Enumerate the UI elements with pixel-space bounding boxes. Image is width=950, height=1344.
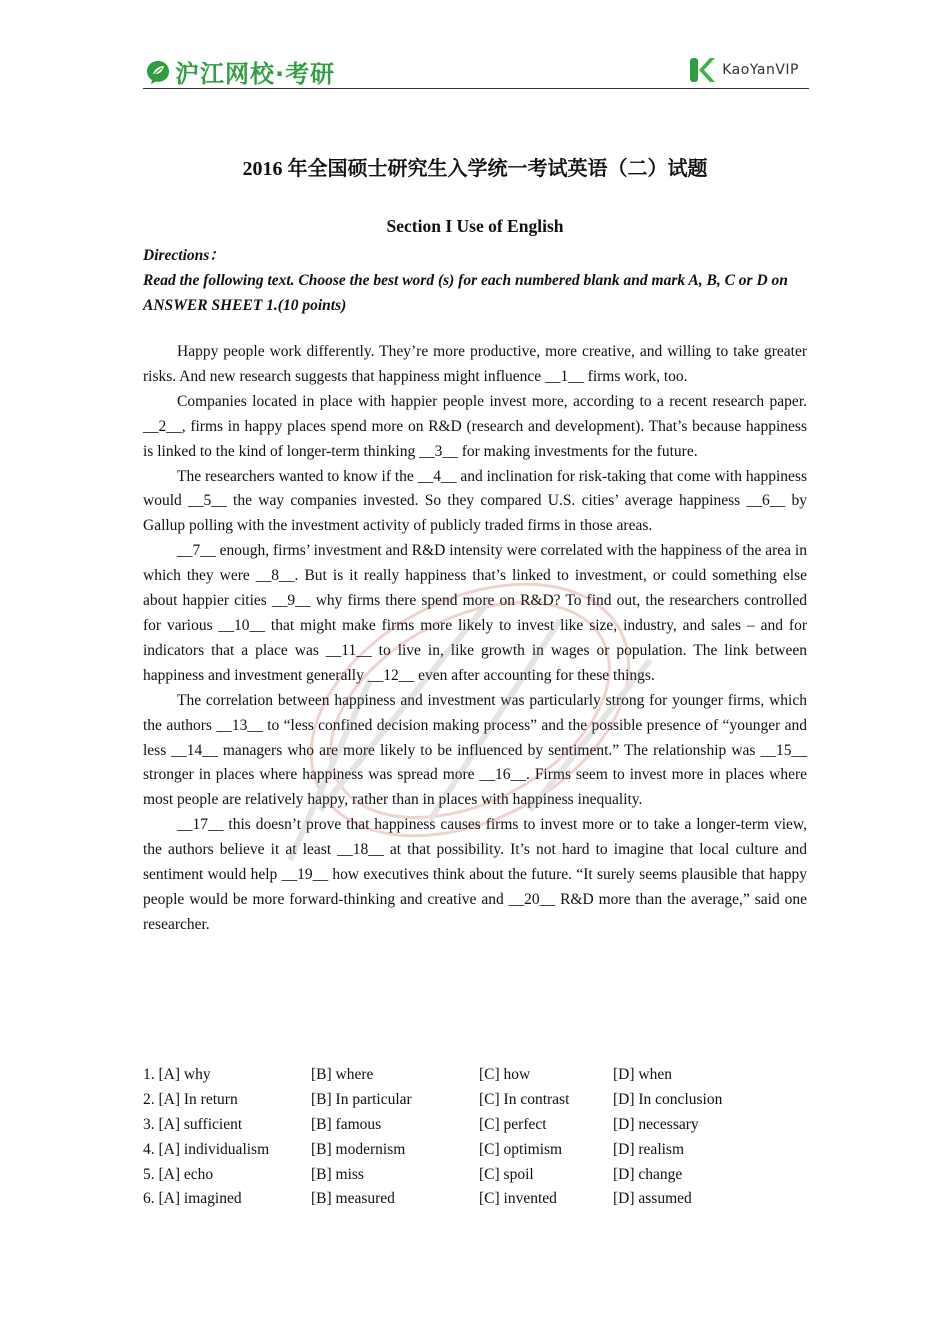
option-d: [D] assumed	[613, 1190, 692, 1208]
option-c: [C] spoil	[479, 1165, 534, 1183]
answer-options	[143, 1063, 809, 1212]
option-row	[143, 1088, 809, 1113]
option-d: [D] change	[613, 1165, 683, 1183]
paragraph: Companies located in place with happier people invest more, according to a recent research paper. __2__, firms in happy places spend more on R&D (research and development). That’s because happiness is linked to the kind of longer-term thinking __3__ for making investments for the future.	[143, 392, 807, 460]
right-brand-text: KaoYanVIP	[722, 62, 799, 78]
option-c: [C] how	[479, 1066, 531, 1083]
directions-heading: Directions：	[143, 247, 225, 264]
option-b: [B] In particular	[311, 1090, 412, 1108]
option-a: 1. [A] why	[143, 1066, 211, 1083]
kaoyanvip-logo	[688, 56, 799, 84]
option-b: [B] where	[311, 1066, 374, 1083]
option-c: [C] invented	[479, 1190, 557, 1208]
paragraph: __17__ this doesn’t prove that happiness causes firms to invest more or to take a longer-term view, the authors believe it at least __18__ at that possibility. It’s not hard to imagine that local culture and sentiment would help __19__ how executives think about the future. “It surely seems plausible that happy people would be more forward-thinking and creative and __20__ R&D more than the average,” said one researcher.	[143, 816, 807, 933]
option-row	[143, 1063, 809, 1088]
paragraph: __7__ enough, firms’ investment and R&D intensity were correlated with the happiness of the area in which they were __8__. But is it really happiness that’s linked to investment, or could something else about happier cities __9__ why firms there spend more on R&D? To find out, the researchers controlled for various __10__ that might make firms more likely to invest like size, industry, and sales – and for indicators that a place was __11__ to live in, like growth in wages or population. The link between happiness and investment generally __12__ even after accounting for these things.	[143, 542, 807, 684]
option-c: [C] perfect	[479, 1115, 547, 1133]
option-c: [C] In contrast	[479, 1090, 570, 1108]
option-b: [B] modernism	[311, 1140, 406, 1158]
directions	[143, 243, 809, 318]
k-logo-icon	[688, 56, 716, 84]
option-d: [D] necessary	[613, 1115, 699, 1133]
section-heading: Section I Use of English	[386, 216, 564, 236]
paragraph: Happy people work differently. They’re more productive, more creative, and willing to take greater risks. And new research suggests that happiness might influence __1__ firms work, too.	[143, 343, 807, 385]
page-title: 2016 年全国硕士研究生入学统一考试英语（二）试题	[242, 158, 708, 180]
option-a: 6. [A] imagined	[143, 1190, 242, 1208]
option-row	[143, 1113, 809, 1138]
option-a: 2. [A] In return	[143, 1090, 238, 1108]
page-header	[143, 44, 809, 89]
option-d: [D] realism	[613, 1140, 685, 1158]
option-a: 5. [A] echo	[143, 1165, 214, 1183]
hujiang-logo	[145, 54, 335, 89]
passage	[143, 340, 807, 938]
option-b: [B] measured	[311, 1190, 395, 1208]
option-row	[143, 1187, 809, 1212]
directions-text: Read the following text. Choose the best word (s) for each numbered blank and mark A, B, C or D on ANSWER SHEET 1.(10 points)	[143, 272, 788, 314]
option-a: 4. [A] individualism	[143, 1140, 270, 1158]
option-b: [B] miss	[311, 1165, 364, 1183]
paragraph: The correlation between happiness and investment was particularly strong for younger firms, which the authors __13__ to “less confined decision making process” and the possible presence of “younger and less __14__ managers who are more likely to be influenced by sentiment.” The relationship was __15__ stronger in places where happiness was spread more __16__. Firms seem to invest more in places where most people are relatively happy, rather than in places with happiness inequality.	[143, 691, 807, 809]
option-d: [D] when	[613, 1066, 672, 1083]
option-row	[143, 1163, 809, 1188]
option-c: [C] optimism	[479, 1140, 563, 1158]
paragraph: The researchers wanted to know if the __4__ and inclination for risk-taking that come with happiness would __5__ the way companies invested. So they compared U.S. cities’ average happiness __6__ by Gallup polling with the investment activity of publicly traded firms in those areas.	[143, 467, 807, 535]
option-row	[143, 1138, 809, 1163]
leaf-chat-icon	[145, 59, 171, 85]
option-d: [D] In conclusion	[613, 1090, 723, 1108]
option-a: 3. [A] sufficient	[143, 1115, 243, 1133]
option-b: [B] famous	[311, 1115, 382, 1133]
left-brand-text: 沪江网校·考研	[175, 60, 336, 88]
